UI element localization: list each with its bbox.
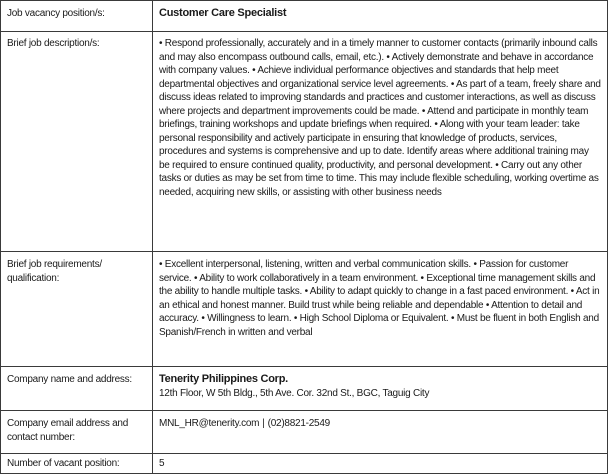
contact-separator: | [262, 418, 265, 429]
vacancies-row [1, 454, 608, 474]
company-value [153, 367, 608, 411]
company-label: Company name and address: [1, 367, 153, 411]
contact-row [1, 411, 608, 454]
vacancies-value: 5 [153, 454, 608, 474]
position-value: Customer Care Specialist [153, 1, 608, 32]
company-row [1, 367, 608, 411]
contact-email: MNL_HR@tenerity.com [159, 418, 260, 429]
requirements-label: Brief job requirements/ qualification: [1, 252, 153, 367]
company-address: 12th Floor, W 5th Bldg., 5th Ave. Cor. 32nd St., BGC, Taguig City [159, 387, 430, 399]
description-label: Brief job description/s: [1, 32, 153, 252]
description-row [1, 32, 608, 252]
contact-value [153, 411, 608, 454]
requirements-row [1, 252, 608, 367]
contact-label: Company email address and contact number: [1, 411, 153, 454]
company-name: Tenerity Philippines Corp. [159, 373, 288, 385]
position-label: Job vacancy position/s: [1, 1, 153, 32]
requirements-value: • Excellent interpersonal, listening, written and verbal communication skills. • Passion for customer service. • Ability to work collaboratively in a team environment. • Exceptional time management skills and the ability to handle multiple tasks. • Ability to adapt quickly to change in a fast paced environment. • Act in an ethical and honest manner. Build trust while being reliable and dependable • Attention to detail and accuracy. • Willingness to learn. • High School Diploma or Equivalent. • Must be fluent in both English and Spanish/French in written and verbal [153, 252, 608, 367]
description-value: • Respond professionally, accurately and in a timely manner to customer contacts (primarily inbound calls and may also encompass outbound calls, email, etc.). • Actively demonstrate and behave in accordance with company values. • Achieve individual performance objectives and standards that help meet departmental objectives and organizational service level agreements. • As part of a team, freely share and discuss ideas related to improving standards and practices and customer interactions, as well as discuss where projects and department improvements could be made. • Attend and participate in monthly team briefings, training workshops and update briefings when required. • Along with your team leader: take personal responsibility and actively participate in ensuring that knowledge of products, services, procedures and systems is comprehensive and up to date. Identify areas where additional training may be required to ensure continued quality, productivity, and personal development. • Carry out any other tasks or duties as may be set from time to time. This may include flexible scheduling, working overtime as needed, acquiring new skills, or assisting with other business needs [153, 32, 608, 252]
position-row [1, 1, 608, 32]
contact-phone: (02)8821-2549 [267, 418, 330, 429]
vacancies-label: Number of vacant position: [1, 454, 153, 474]
